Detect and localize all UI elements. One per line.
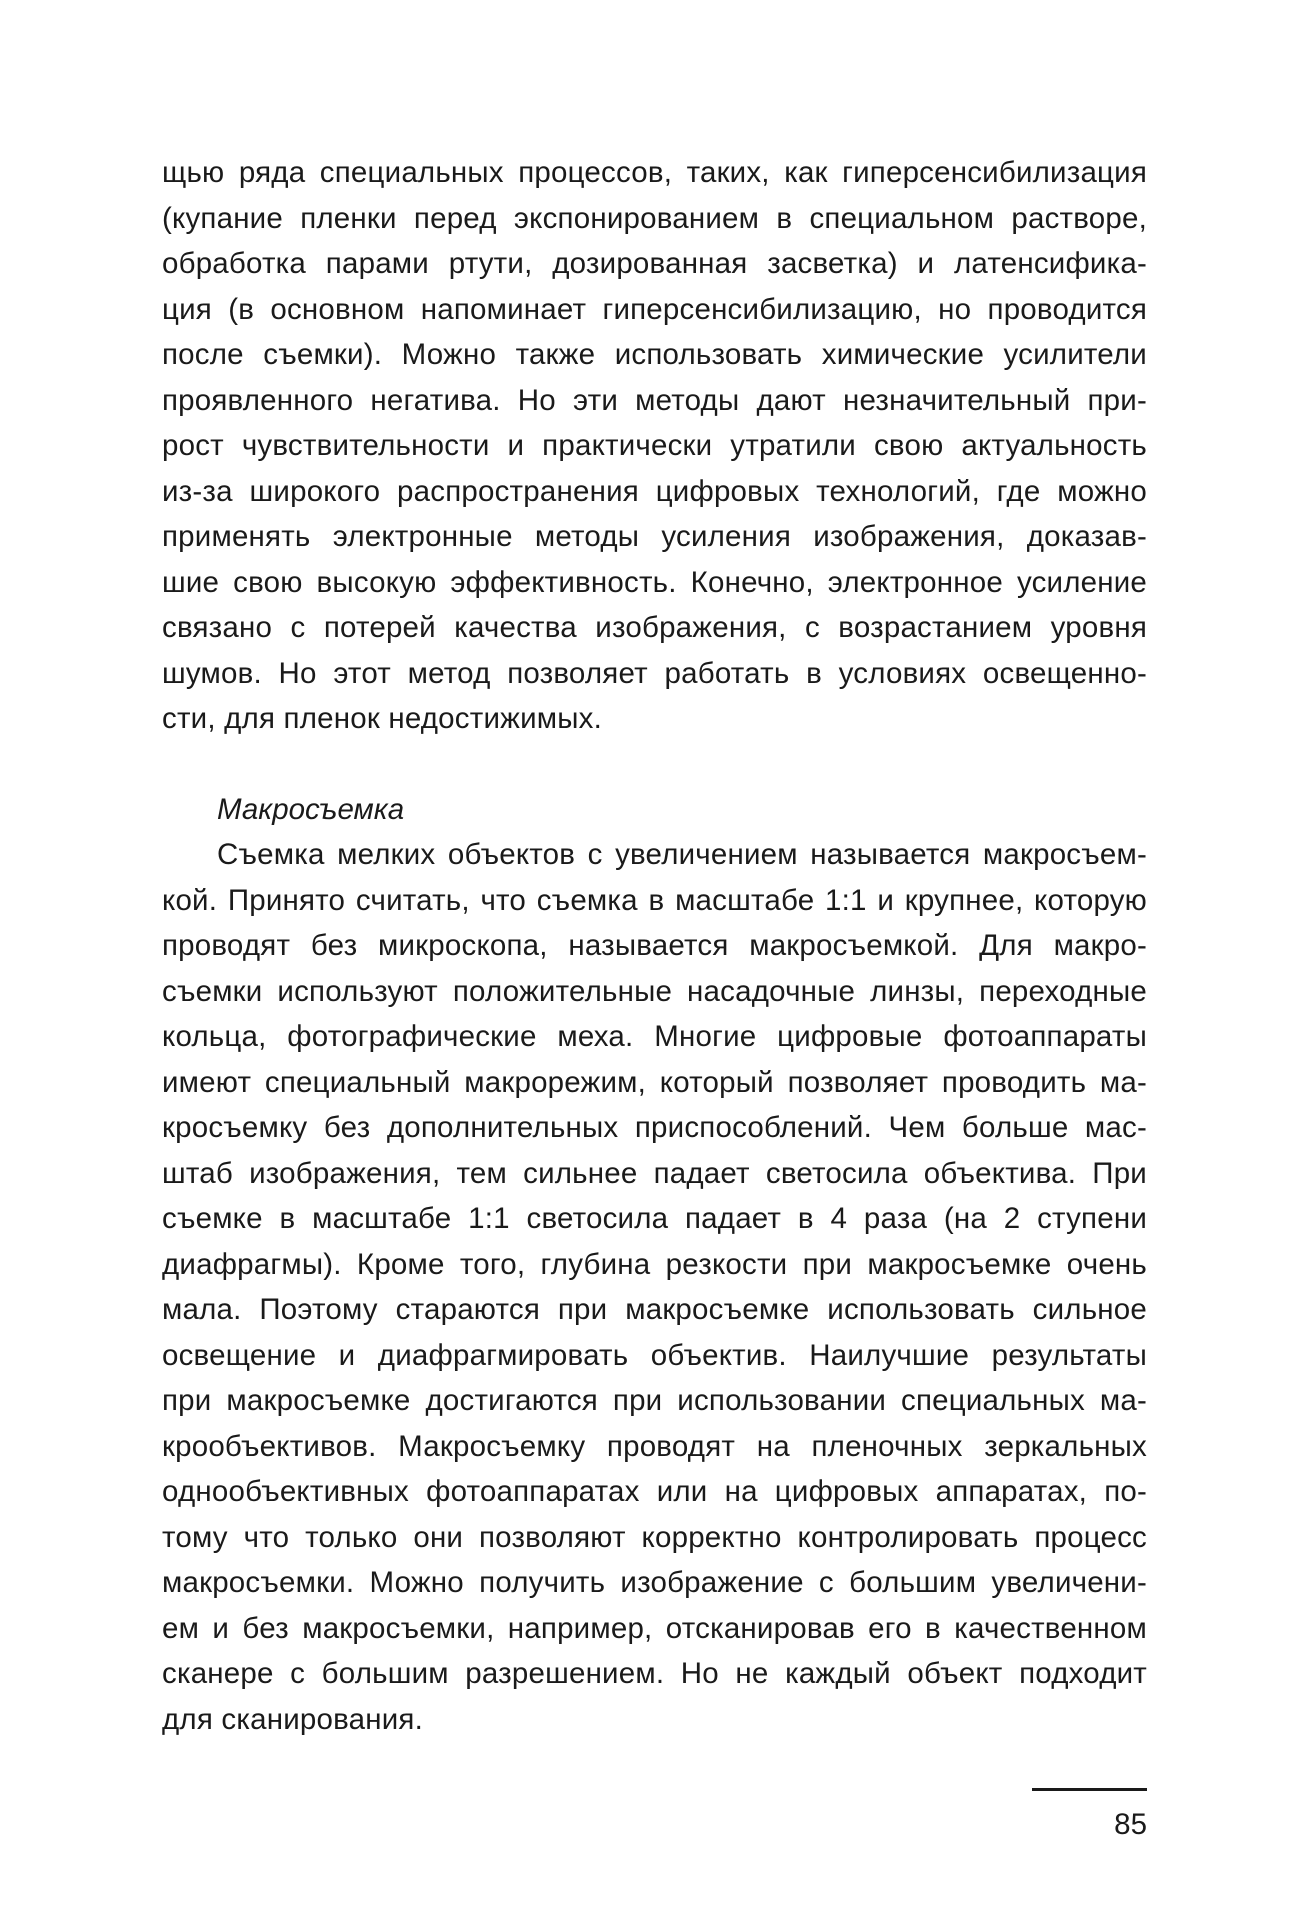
text-line: сти, для пленок недостижимых. <box>162 702 602 735</box>
text-line: рост чувствительности и практически утратили свою актуальность <box>162 429 1147 462</box>
text-line: проводят без микроскопа, называется макросъемкой. Для макро- <box>162 929 1147 962</box>
text-line: шие свою высокую эффективность. Конечно, электронное усиление <box>162 565 1147 599</box>
text-line: сканере с большим разрешением. Но не каждый объект подходит <box>162 1657 1147 1690</box>
text-line: диафрагмы). Кроме того, глубина резкости при макросъемке очень <box>162 1247 1147 1281</box>
text-line: ем и без макросъемки, например, отсканировав его в качественном <box>162 1611 1147 1645</box>
text-line: однообъективных фотоаппаратах или на цифровых аппаратах, по- <box>162 1475 1147 1508</box>
text-line: для сканирования. <box>162 1702 423 1736</box>
text-line: проявленного негатива. Но эти методы дают незначительный при- <box>162 383 1147 417</box>
text-line: освещение и диафрагмировать объектив. Наилучшие результаты <box>162 1338 1147 1372</box>
text-line: из-за широкого распространения цифровых технологий, где можно <box>162 474 1147 508</box>
text-line: имеют специальный макрорежим, который позволяет проводить ма- <box>162 1065 1147 1099</box>
text-line: связано с потерей качества изображения, с возрастанием уровня <box>162 611 1147 644</box>
text-line: макросъемки. Можно получить изображение с большим увеличени- <box>162 1566 1147 1599</box>
text-line: кой. Принято считать, что съемка в масштабе 1:1 и крупнее, которую <box>162 883 1147 917</box>
page-body <box>162 150 1147 1742</box>
text-line: кросъемку без дополнительных приспособлений. Чем больше мас- <box>162 1111 1147 1144</box>
paragraph-macro <box>162 832 1147 1742</box>
text-line: после съемки). Можно также использовать химические усилители <box>162 338 1147 371</box>
text-line: при макросъемке достигаются при использовании специальных ма- <box>162 1384 1147 1417</box>
text-line: мала. Поэтому стараются при макросъемке использовать сильное <box>162 1293 1147 1326</box>
text-line: обработка парами ртути, дозированная засветка) и латенсифика- <box>162 247 1147 280</box>
text-line: ция (в основном напоминает гиперсенсибилизацию, но проводится <box>162 292 1147 326</box>
text-line: применять электронные методы усиления изображения, доказав- <box>162 520 1147 553</box>
text-line: Съемка мелких объектов с увеличением называется макросъем- <box>217 838 1147 871</box>
text-line: щью ряда специальных процессов, таких, как гиперсенсибилизация <box>162 156 1147 189</box>
text-line: крообъективов. Макросъемку проводят на пленочных зеркальных <box>162 1429 1147 1463</box>
text-line: кольца, фотографические меха. Многие цифровые фотоаппараты <box>162 1020 1147 1053</box>
text-line: шумов. Но этот метод позволяет работать в условиях освещенно- <box>162 656 1147 690</box>
footer-rule <box>1032 1788 1147 1791</box>
section-heading: Макросъемка <box>217 792 405 826</box>
text-line: съемке в масштабе 1:1 светосила падает в 4 раза (на 2 ступени <box>162 1202 1147 1235</box>
text-line: штаб изображения, тем сильнее падает светосила объектива. При <box>162 1156 1147 1190</box>
text-line: съемки используют положительные насадочные линзы, переходные <box>162 974 1147 1008</box>
page-number: 85 <box>1114 1808 1147 1841</box>
text-line: (купание пленки перед экспонированием в специальном растворе, <box>162 201 1147 235</box>
paragraph-continued <box>162 150 1147 742</box>
text-line: тому что только они позволяют корректно контролировать процесс <box>162 1520 1147 1554</box>
